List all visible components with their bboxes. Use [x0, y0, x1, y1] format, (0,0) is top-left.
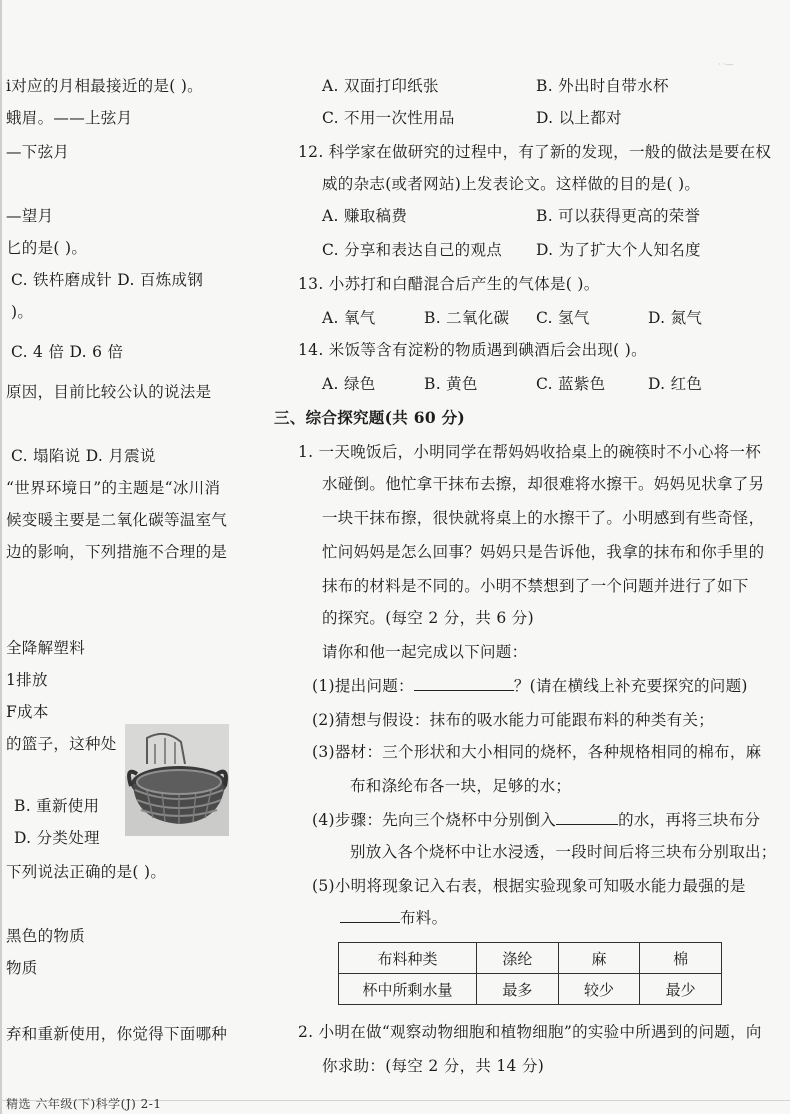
section-title: 三、综合探究题(共 60 分) [274, 408, 466, 427]
step3-line: (3)器材：三个形状和大小相同的烧杯，各种规格相同的棉布，麻 [312, 743, 762, 761]
problem1-text-line: 1. 一天晚饭后，小明同学在帮妈妈收拾桌上的碗筷时不小心将一杯 [298, 443, 762, 461]
left-text-line: “世界环境日”的主题是“冰川消 [6, 479, 221, 497]
q13-option-d: D. 氮气 [648, 309, 703, 327]
left-text-line: 的篮子，这种处 [6, 735, 117, 753]
step4-line [312, 810, 760, 830]
left-text-line: 候变暖主要是二氧化碳等温室气 [6, 511, 228, 529]
table-header-cell: 涤纶 [477, 943, 559, 974]
step4-line: 别放入各个烧杯中让水浸透，一段时间后将三块布分别取出； [350, 843, 777, 861]
step1-label: (1)提出问题： [312, 677, 414, 695]
table-header-cell: 布料种类 [339, 943, 477, 974]
page-edge [0, 0, 2, 1114]
q12-option-a: A. 赚取稿费 [322, 207, 408, 225]
left-text-line: —下弦月 [6, 143, 70, 161]
left-text-line: 下列说法正确的是( )。 [6, 863, 167, 881]
results-table [338, 942, 722, 1005]
table-cell: 较少 [558, 974, 640, 1005]
q12-option-b: B. 可以获得更高的荣誉 [536, 207, 701, 225]
table-row [339, 974, 722, 1005]
step1-hint: ？(请在横线上补充要探究的问题) [513, 677, 748, 695]
q11-option-d: D. 以上都对 [536, 109, 622, 127]
problem1-intro: 请你和他一起完成以下问题： [322, 643, 528, 661]
q13-option-c: C. 氢气 [536, 309, 590, 327]
left-text-line: 蛾眉。——上弦月 [6, 109, 133, 127]
step1-line [312, 676, 748, 696]
step4-label: (4)步骤：先向三个烧杯中分别倒入 [312, 811, 557, 829]
table-cell: 杯中所剩水量 [339, 974, 477, 1005]
left-text-line: 匕的是( )。 [6, 239, 88, 257]
step5-tail: 布料。 [400, 909, 448, 927]
q12-stem-line: 威的杂志(或者网站)上发表论文。这样做的目的是( )。 [322, 175, 701, 193]
left-text-line: 原因，目前比较公认的说法是 [6, 383, 212, 401]
q14-stem: 14. 米饭等含有淀粉的物质遇到碘酒后会出现( )。 [298, 341, 647, 359]
left-text-line: B. 重新使用 [14, 797, 100, 815]
table-header-cell: 棉 [640, 943, 722, 974]
problem1-text-line: 一块干抹布擦，很快就将桌上的水擦干了。小明感到有些奇怪， [322, 509, 765, 527]
basket-photo [125, 724, 229, 836]
left-text-line: —望月 [6, 207, 54, 225]
q11-option-a: A. 双面打印纸张 [322, 77, 439, 95]
q12-option-c: C. 分享和表达自己的观点 [322, 241, 503, 259]
left-text-line: D. 分类处理 [14, 829, 100, 847]
left-text-line: i对应的月相最接近的是( )。 [6, 77, 203, 95]
problem1-text-line: 忙问妈妈是怎么回事？妈妈只是告诉他，我拿的抹布和你手里的 [322, 543, 765, 561]
step4-answer-blank[interactable] [556, 810, 618, 825]
q11-option-c: C. 不用一次性用品 [322, 109, 455, 127]
left-text-line: 弃和重新使用，你觉得下面哪种 [6, 1025, 228, 1043]
left-text-line: C. 铁杵磨成针 D. 百炼成钢 [11, 271, 204, 289]
problem1-text-line: 的探究。(每空 2 分，共 6 分) [322, 609, 534, 627]
step5-line [340, 908, 447, 928]
step5-answer-blank[interactable] [340, 908, 400, 923]
table-header-row [339, 943, 722, 974]
problem1-text-line: 水碰倒。他忙拿干抹布去擦，却很难将水擦干。妈妈见状拿了另 [322, 475, 765, 493]
step5-line: (5)小明将现象记入右表，根据实验现象可知吸水能力最强的是 [312, 877, 746, 895]
q14-option-b: B. 黄色 [424, 375, 478, 393]
q13-stem: 13. 小苏打和白醋混合后产生的气体是( )。 [298, 275, 600, 293]
step3-line: 布和涤纶布各一块，足够的水； [350, 777, 572, 795]
problem1-text-line: 抹布的材料是不同的。小明不禁想到了一个问题并进行了如下 [322, 577, 749, 595]
scan-mark: · ·— [718, 60, 734, 69]
q12-stem-line: 12. 科学家在做研究的过程中，有了新的发现，一般的做法是要在权 [298, 143, 772, 161]
q14-option-a: A. 绿色 [322, 375, 376, 393]
left-text-line: 全降解塑料 [6, 639, 86, 657]
page-footer: 精选 六年级(下)科学(J) 2-1 [6, 1097, 162, 1111]
step1-answer-blank[interactable] [414, 676, 514, 691]
step4-tail: 的水，再将三块布分 [618, 811, 761, 829]
left-text-line: 黑色的物质 [6, 927, 86, 945]
left-text-line: C. 塌陷说 D. 月震说 [11, 447, 156, 465]
table-header-cell: 麻 [558, 943, 640, 974]
left-text-line: 物质 [6, 959, 38, 977]
problem2-text-line: 你求助：(每空 2 分，共 14 分) [322, 1057, 545, 1075]
q11-option-b: B. 外出时自带水杯 [536, 77, 669, 95]
table-cell: 最少 [640, 974, 722, 1005]
table-cell: 最多 [477, 974, 559, 1005]
q14-option-c: C. 蓝紫色 [536, 375, 606, 393]
q13-option-a: A. 氧气 [322, 309, 376, 327]
q14-option-d: D. 红色 [648, 375, 703, 393]
left-text-line: 边的影响，下列措施不合理的是 [6, 543, 228, 561]
step2-line: (2)猜想与假设：抹布的吸水能力可能跟布料的种类有关； [312, 711, 715, 729]
left-text-line: )。 [11, 303, 34, 321]
left-text-line: 1排放 [6, 671, 48, 689]
q12-option-d: D. 为了扩大个人知名度 [536, 241, 701, 259]
left-text-line: F成本 [6, 703, 49, 721]
q13-option-b: B. 二氧化碳 [424, 309, 510, 327]
left-text-line: C. 4 倍 D. 6 倍 [11, 343, 124, 361]
problem2-text-line: 2. 小明在做“观察动物细胞和植物细胞”的实验中所遇到的问题，向 [298, 1023, 762, 1041]
